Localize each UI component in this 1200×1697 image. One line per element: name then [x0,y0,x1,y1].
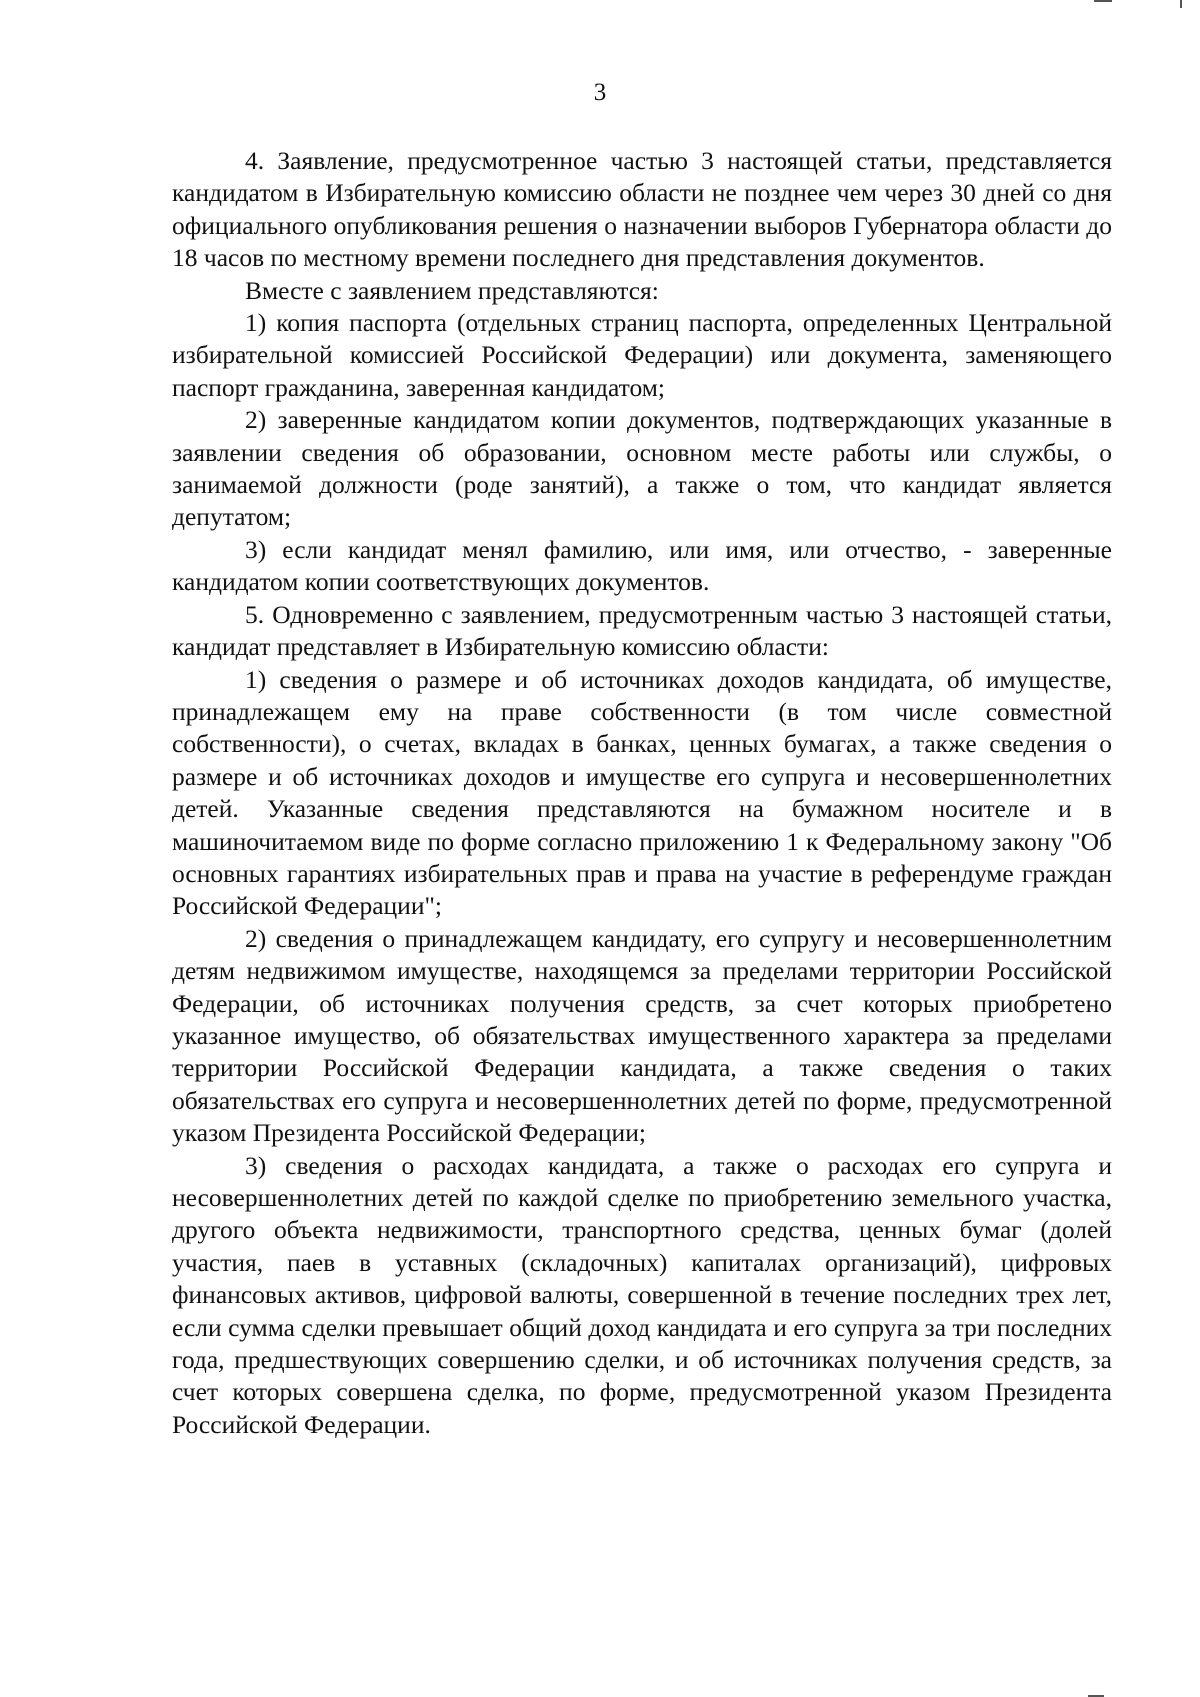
paragraph-5-item-3-expenses: 3) сведения о расходах кандидата, а также о расходах его супруга и несовершеннолетних детей по каждой сделке по приобретению земельного участка, другого объекта недвижимости, транспортного средства, ценных бумаг (долей участия, паев в уставных (складочных) капиталах организаций), цифровых финансовых активов, цифровой валюты, совершенной в течение последних трех лет, если сумма сделки превышает общий доход кандидата и его супруга за три последних года, предшествующих совершению сделки, и об источниках получения средств, за счет которых совершена сделка, по форме, предусмотренной указом Президента Российской Федерации. [172,1150,1112,1439]
paragraph-attachments-intro: Вместе с заявлением представляются: [245,275,659,305]
paragraph-5-item-1-income: 1) сведения о размере и об источниках доходов кандидата, об имуществе, принадлежащем ему на праве собственности (в том числе совместной собственности), о счетах, вкладах в банках, ценных бумагах, а также сведения о размере и об источниках доходов и имуществе его супруга и несовершеннолетних детей. Указанные сведения представляются на бумажном носителе и в машиночитаемом виде по форме согласно приложению 1 к Федеральному закону "Об основных гарантиях избирательных прав и права на участие в референдуме граждан Российской Федерации"; [172,664,1112,921]
scan-artifact [1094,0,1112,2]
document-body [172,145,1112,1441]
paragraph-5-item-2-foreign-property: 2) сведения о принадлежащем кандидату, его супругу и несовершеннолетним детям недвижимом имуществе, находящемся за пределами территории Российской Федерации, об источниках получения средств, за счет которых приобретено указанное имущество, об обязательствах имущественного характера за пределами территории Российской Федерации кандидата, а также сведения о таких обязательствах его супруга и несовершеннолетних детей по форме, предусмотренной указом Президента Российской Федерации; [172,923,1112,1148]
paragraph-item-2-documents: 2) заверенные кандидатом копии документов, подтверждающих указанные в заявлении сведения об образовании, основном месте работы или службы, о занимаемой должности (роде занятий), а также о том, что кандидат является депутатом; [172,405,1112,532]
paragraph-item-3-name-change: 3) если кандидат менял фамилию, или имя, или отчество, - заверенные кандидатом копии соответствующих документов. [172,534,1112,597]
paragraph-article-5: 5. Одновременно с заявлением, предусмотренным частью 3 настоящей статьи, кандидат представляет в Избирательную комиссию области: [172,599,1112,662]
scan-artifact [1180,0,1182,8]
paragraph-item-1-passport: 1) копия паспорта (отдельных страниц паспорта, определенных Центральной избирательной комиссией Российской Федерации) или документа, заменяющего паспорт гражданина, заверенная кандидатом; [172,308,1112,402]
paragraph-article-4: 4. Заявление, предусмотренное частью 3 настоящей статьи, представляется кандидатом в Избирательную комиссию области не позднее чем через 30 дней со дня официального опубликования решения о назначении выборов Губернатора области до 18 часов по местному времени последнего дня представления документов. [172,146,1112,273]
page-number: 3 [593,79,607,106]
